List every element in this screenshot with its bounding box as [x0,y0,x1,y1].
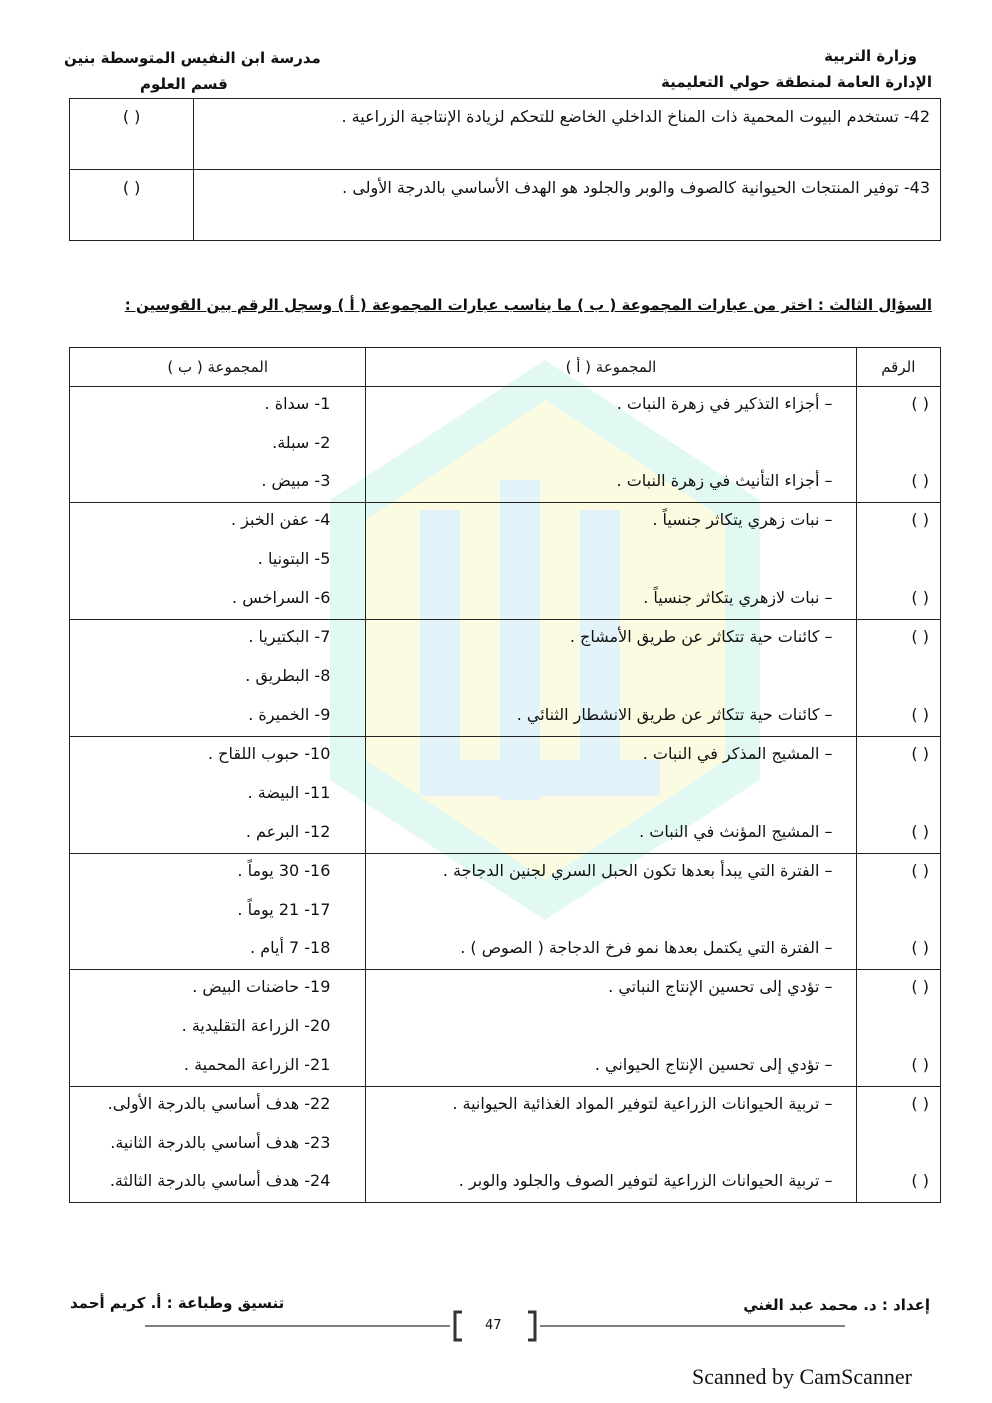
prepared-by: إعداد : د. محمد عبد الغني [743,1296,930,1314]
group-a-cell [366,970,856,1087]
question-3-title: السؤال الثالث : اختر من عبارات المجموعة ( ب ) ما يناسب عبارات المجموعة ( أ ) وسجل الرقم بين القوسين : [124,296,932,314]
group-a-cell [366,854,856,970]
answer-cell [856,620,940,737]
answer-parens[interactable]: ( ) [911,744,929,763]
column-number: الرقم [856,348,940,387]
answer-cell [856,503,940,620]
group-b-item: 22- هدف أساسي بالدرجة الأولى. [107,1094,331,1113]
ministry-title: وزارة التربية [824,47,917,65]
group-b-cell [70,620,366,737]
group-b-item: 20- الزراعة التقليدية . [181,1016,331,1035]
group-b-item: 4- عفن الخبز . [230,510,331,529]
group-a-cell [366,737,856,854]
answer-parens[interactable]: ( ) [70,170,194,241]
group-a-item: – المشيج المذكر في النبات . [642,744,833,763]
answer-parens[interactable]: ( ) [911,627,929,646]
table-header-row [70,348,941,387]
answer-parens[interactable]: ( ) [911,705,929,724]
group-a-item: – كائنات حية تتكاثر عن طريق الأمشاج . [569,627,833,646]
answer-parens[interactable]: ( ) [911,1171,929,1190]
answer-parens[interactable]: ( ) [911,588,929,607]
table-row [70,854,941,970]
table-row [70,387,941,503]
school-name: مدرسة ابن النفيس المتوسطة بنين [64,49,321,67]
group-a-cell [366,387,856,503]
group-b-item: 6- السراخس . [232,588,331,607]
table-row [70,737,941,854]
group-a-cell [366,503,856,620]
group-b-item: 21- الزراعة المحمية . [183,1055,331,1074]
table-row [70,970,941,1087]
group-b-item: 5- البتونيا . [257,549,331,568]
statement-43: 43- توفير المنتجات الحيوانية كالصوف والوبر والجلود هو الهدف الأساسي بالدرجة الأولى . [194,170,941,241]
answer-parens[interactable]: ( ) [911,938,929,957]
table-row [70,620,941,737]
group-a-item: – تؤدي إلى تحسين الإنتاج النباتي . [608,977,833,996]
group-b-item: 8- البطريق . [245,666,331,685]
group-b-item: 11- البيضة . [247,783,331,802]
group-a-item: – تربية الحيوانات الزراعية لتوفير المواد الغذائية الحيوانية . [452,1094,833,1113]
answer-cell [856,1087,940,1203]
matching-table [69,347,941,1203]
department-name: قسم العلوم [140,75,228,93]
statement-42: 42- تستخدم البيوت المحمية ذات المناخ الداخلي الخاضع للتحكم لزيادة الإنتاجية الزراعية . [194,99,941,170]
group-b-item: 24- هدف أساسي بالدرجة الثالثة. [109,1171,331,1190]
table-row [70,503,941,620]
answer-parens[interactable]: ( ) [911,1055,929,1074]
answer-parens[interactable]: ( ) [911,471,929,490]
answer-parens[interactable]: ( ) [911,822,929,841]
group-a-item: – تربية الحيوانات الزراعية لتوفير الصوف والجلود والوبر . [458,1171,833,1190]
group-b-item: 9- الخميرة . [248,705,331,724]
group-b-item: 7- البكتيريا . [248,627,331,646]
answer-cell [856,737,940,854]
group-a-item: – نبات زهري يتكاثر جنسياً . [652,510,833,529]
group-b-item: 3- مبيض . [261,471,331,490]
scanner-watermark: Scanned by CamScanner [692,1364,912,1389]
group-b-item: 1- سداة . [264,394,331,413]
group-b-cell [70,737,366,854]
group-a-cell [366,1087,856,1203]
page-number: 47 [485,1318,502,1333]
answer-parens[interactable]: ( ) [911,977,929,996]
group-b-item: 19- حاضنات البيض . [192,977,331,996]
group-a-item: – الفترة التي يبدأ بعدها تكون الحبل السري لجنين الدجاجة . [442,861,833,880]
answer-parens[interactable]: ( ) [911,861,929,880]
answer-parens[interactable]: ( ) [70,99,194,170]
group-b-item: 2- سبلة. [272,432,331,452]
group-a-item: – نبات لازهري يتكاثر جنسياً . [643,588,833,607]
group-b-item: 16- 30 يوماً . [237,861,331,880]
answer-parens[interactable]: ( ) [911,394,929,413]
group-b-cell [70,1087,366,1203]
group-a-item: – أجزاء التأنيث في زهرة النبات . [616,471,833,490]
group-b-item: 12- البرعم . [245,822,331,841]
group-b-item: 18- 7 أيام . [250,938,331,957]
group-a-item: – المشيج المؤنث في النبات . [639,822,833,841]
group-b-cell [70,970,366,1087]
column-group-b: المجموعة ( ب ) [70,348,366,387]
group-a-item: – الفترة التي يكتمل بعدها نمو فرخ الدجاجة ( الصوص ) . [460,938,833,957]
directorate-title: الإدارة العامة لمنطقة حولي التعليمية [660,73,932,91]
group-a-item: – تؤدي إلى تحسين الإنتاج الحيواني . [594,1055,833,1074]
group-b-item: 17- 21 يوماً . [237,899,331,919]
group-b-item: 23- هدف أساسي بالدرجة الثانية. [110,1132,331,1152]
answer-parens[interactable]: ( ) [911,1094,929,1113]
group-b-item: 10- حبوب اللقاح . [207,744,331,763]
table-row [70,1087,941,1203]
group-b-cell [70,503,366,620]
answer-parens[interactable]: ( ) [911,510,929,529]
group-a-item: – أجزاء التذكير في زهرة النبات . [616,394,833,413]
table-row [70,99,941,170]
table-row [70,170,941,241]
group-a-cell [366,620,856,737]
true-false-table [69,98,941,241]
answer-cell [856,970,940,1087]
coordination: تنسيق وطباعة : أ. كريم أحمد [70,1294,285,1312]
group-b-cell [70,387,366,503]
column-group-a: المجموعة ( أ ) [366,348,856,387]
answer-cell [856,387,940,503]
answer-cell [856,854,940,970]
group-b-cell [70,854,366,970]
group-a-item: – كائنات حية تتكاثر عن طريق الانشطار الثنائي . [516,705,833,724]
